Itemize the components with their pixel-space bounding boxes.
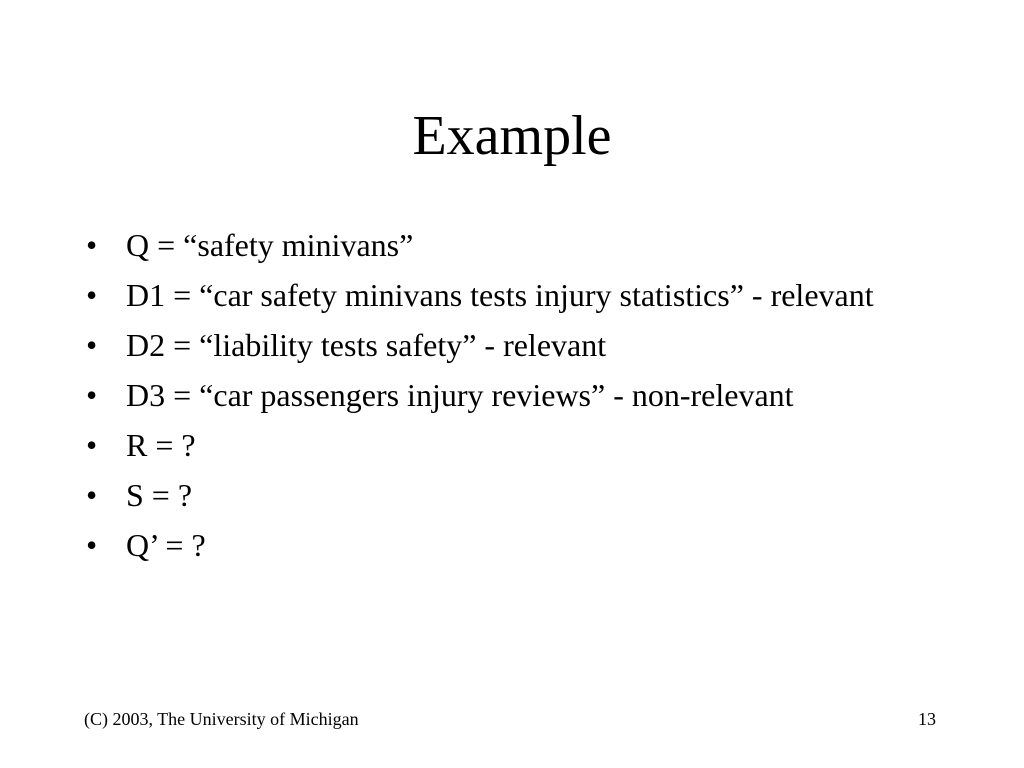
bullet-icon: • (86, 377, 98, 413)
bullet-text: R = ? (126, 427, 196, 463)
bullet-text: S = ? (126, 477, 193, 513)
bullet-text: D3 = “car passengers injury reviews” - non-relevant (126, 377, 794, 413)
bullet-list (84, 226, 954, 576)
bullet-text: Q’ = ? (126, 527, 206, 563)
bullet-item-s (84, 476, 954, 514)
bullet-icon: • (86, 527, 98, 563)
bullet-icon: • (86, 427, 98, 463)
bullet-text: Q = “safety minivans” (126, 227, 414, 263)
slide-title: Example (412, 105, 612, 167)
bullet-icon: • (86, 327, 98, 363)
bullet-item-d3 (84, 376, 954, 414)
footer-page-number: 13 (918, 709, 936, 729)
bullet-icon: • (86, 227, 98, 263)
bullet-item-q (84, 226, 954, 264)
bullet-item-d1 (84, 276, 954, 314)
bullet-text: D2 = “liability tests safety” - relevant (126, 327, 607, 363)
bullet-item-r (84, 426, 954, 464)
bullet-text: D1 = “car safety minivans tests injury statistics” - relevant (126, 277, 874, 313)
bullet-item-d2 (84, 326, 954, 364)
bullet-icon: • (86, 277, 98, 313)
footer-copyright: (C) 2003, The University of Michigan (84, 709, 359, 729)
bullet-item-q-prime (84, 526, 954, 564)
bullet-icon: • (86, 477, 98, 513)
